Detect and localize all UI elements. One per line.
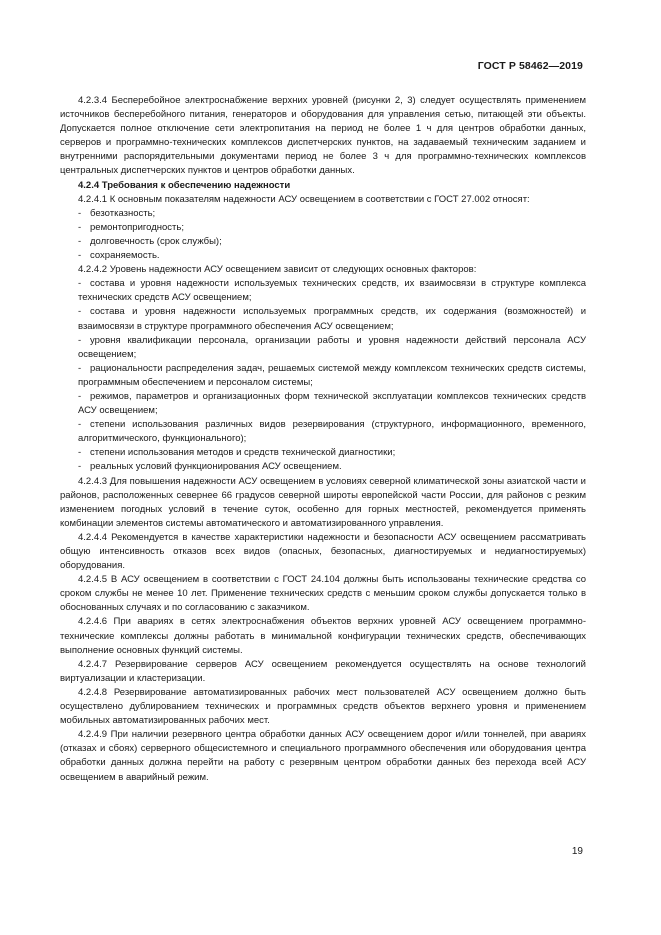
paragraph: 4.2.4.8 Резервирование автоматизированных рабочих мест пользователей АСУ освещением должно быть осуществлено дублированием технических и программных средств объектов верхнего уровня и применением мобильных автоматизированных рабочих мест. [60, 686, 586, 727]
paragraph: 4.2.3.4 Бесперебойное электроснабжение верхних уровней (рисунки 2, 3) следует осуществлять применением источников бесперебойного питания, генераторов и оборудования для управления сетью, питающей эти объекты. Допускается полное отключение сети электропитания на период не более 1 ч для центров обработки данных, серверов и программно-технических комплексов диспетчерских пунктов, на задаваемый техническим заданием и внутренними распорядительными документами период не более 3 ч для программно-технических комплексов центральных диспетчерских пунктов и центров обработки данных. [60, 95, 586, 177]
list-item-text: рациональности распределения задач, решаемых системой между комплексом технических средств системы, программным обеспечением и персоналом системы; [78, 362, 586, 388]
list-item [60, 221, 586, 235]
list-item [60, 390, 586, 418]
dash-bullet: - [78, 334, 82, 346]
list-item [60, 446, 586, 460]
list-item-text: режимов, параметров и организационных форм технической эксплуатации комплексов технических средств АСУ освещением; [78, 390, 586, 417]
dash-bullet: - [78, 306, 82, 318]
document-body [60, 94, 586, 785]
dash-bullet: - [78, 390, 82, 402]
list-item [60, 235, 586, 249]
dash-bullet: - [78, 250, 82, 262]
list-item-text: реальных условий функционирования АСУ освещением. [90, 461, 342, 473]
list-item-text: уровня квалификации персонала, организации работы и уровня надежности действий персонала АСУ освещением; [78, 334, 586, 360]
list-item-text: состава и уровня надежности используемых программных средств, их содержания (возможностей) и взаимосвязи в структуре программного обеспечения АСУ освещением; [78, 306, 586, 332]
dash-bullet: - [78, 278, 82, 290]
dash-bullet: - [78, 207, 82, 219]
list-item [60, 277, 586, 305]
paragraph: 4.2.4.1 К основным показателям надежности АСУ освещением в соответствии с ГОСТ 27.002 относят: [78, 193, 530, 205]
section-heading: 4.2.4 Требования к обеспечению надежности [78, 179, 291, 191]
dash-bullet: - [78, 461, 82, 473]
paragraph: 4.2.4.4 Рекомендуется в качестве характеристики надежности и безопасности АСУ освещением рассматривать общую интенсивность отказов всех видов (опасных, безопасных, диагностируемых и недиагностируемых) оборудования. [60, 531, 586, 572]
list-item-text: состава и уровня надежности используемых технических средств, их взаимосвязи в структуре комплекса технических средств АСУ освещением; [78, 278, 586, 304]
list-item-text: безотказность; [90, 207, 156, 219]
document-code: ГОСТ Р 58462—2019 [477, 60, 583, 72]
list-item-text: степени использования различных видов резервирования (структурного, информационного, временного, алгоритмического, функционального); [78, 419, 586, 445]
paragraph: 4.2.4.6 При авариях в сетях электроснабжения объектов верхних уровней АСУ освещением программно-технические комплексы должны работать в минимальной конфигурации технических средств, обеспечивающих выполнение основных функций системы. [60, 616, 586, 656]
list-item [60, 305, 586, 333]
list-item-text: ремонтопригодность; [90, 221, 184, 233]
paragraph: 4.2.4.3 Для повышения надежности АСУ освещением в условиях северной климатической зоны азиатской части и районов, расположенных севернее 66 градусов северной широты европейской части России, для районов с резким изменением погодных условий в течение суток, особенно для горных местностей, рекомендуется применять комбинации элементов системы автоматического и автоматизированного управления. [60, 475, 586, 529]
paragraph: 4.2.4.2 Уровень надежности АСУ освещением зависит от следующих основных факторов: [78, 264, 477, 276]
dash-bullet: - [78, 221, 82, 233]
list-item [60, 460, 586, 474]
list-item-text: степени использования методов и средств технической диагностики; [90, 447, 396, 459]
list-item-text: долговечность (срок службы); [90, 235, 222, 247]
list-item [60, 418, 586, 446]
list-item [60, 249, 586, 263]
dash-bullet: - [78, 447, 82, 459]
dash-bullet: - [78, 235, 82, 247]
dash-bullet: - [78, 419, 82, 431]
page-number: 19 [571, 846, 583, 857]
paragraph: 4.2.4.9 При наличии резервного центра обработки данных АСУ освещением дорог и/или тоннелей, при авариях (отказах и сбоях) серверного общесистемного и специального программного обеспечения или оборудования центра обработки данных должна перейти на работу с резервным центром обработки данных без перехода всей АСУ освещением в аварийный режим. [60, 729, 586, 783]
list-item [60, 207, 586, 221]
list-item [60, 362, 586, 390]
dash-bullet: - [78, 362, 82, 374]
paragraph: 4.2.4.5 В АСУ освещением в соответствии с ГОСТ 24.104 должны быть использованы технические средства со сроком службы не менее 10 лет. Применение технических средств с меньшим сроком службы допускается только в обоснованных случаях и по согласованию с заказчиком. [60, 574, 586, 614]
list-item [60, 334, 586, 362]
list-item-text: сохраняемость. [90, 250, 160, 262]
paragraph: 4.2.4.7 Резервирование серверов АСУ освещением рекомендуется осуществлять на основе технологий виртуализации и кластеризации. [60, 658, 586, 684]
